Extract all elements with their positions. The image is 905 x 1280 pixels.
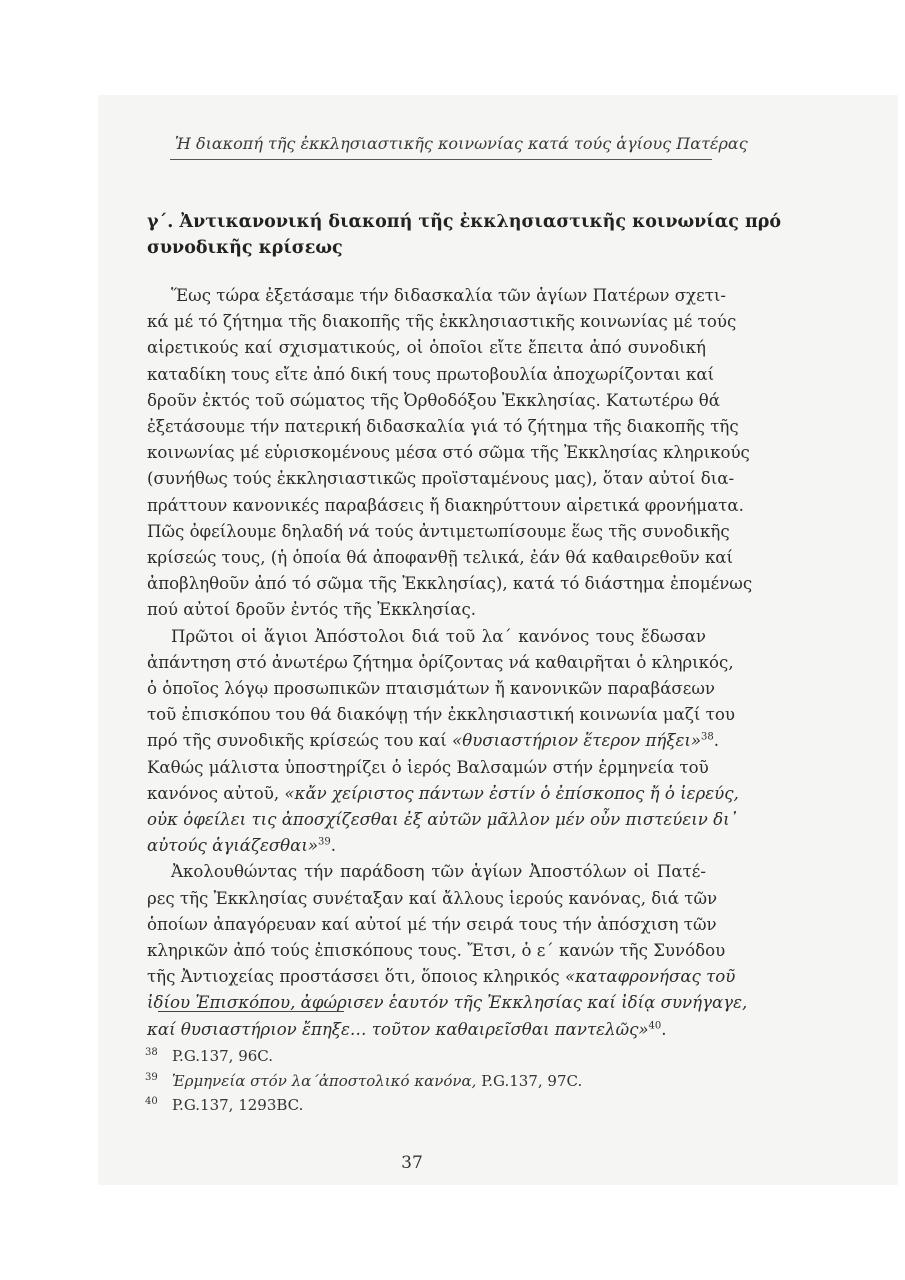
footnote-39 xyxy=(145,1069,685,1094)
section-title xyxy=(147,209,782,261)
running-head: Ἡ διακοπή τῆς ἐκκλησιαστικῆς κοινωνίας κατά τούς ἁγίους Πατέρας xyxy=(175,134,748,153)
p3-line xyxy=(147,990,748,1016)
p1-line: αἱρετικούς καί σχισματικούς, οἱ ὁποῖοι εἴτε ἔπειτα ἀπό συνοδική xyxy=(147,338,706,358)
quotation: καί θυσιαστήριον ἔπηξε… τοῦτον καθαιρεῖσθαι παντελῶς» xyxy=(147,1019,649,1039)
footnote-rule xyxy=(158,1011,344,1012)
body-text xyxy=(147,283,753,1043)
quotation: «θυσιαστήριον ἕτερον πήξει» xyxy=(452,731,702,751)
p1-line: καταδίκη τους εἴτε ἀπό δική τους πρωτοβουλία ἀποχωρίζονται καί xyxy=(147,364,715,384)
p1-line: κρίσεώς τους, (ἡ ὁποία θά ἀποφανθῇ τελικά, ἐάν θά καθαιρεθοῦν καί xyxy=(147,548,734,568)
p1-line: ἐξετάσουμε τήν πατερική διδασκαλία γιά τό ζήτημα τῆς διακοπῆς τῆς xyxy=(147,417,739,437)
p2-line xyxy=(147,728,720,754)
p3-line: κληρικῶν ἀπό τούς ἐπισκόπους τους. Ἔτσι, ὁ ε΄ κανών τῆς Συνόδου xyxy=(147,941,726,961)
p2-text: . xyxy=(330,836,337,856)
quotation: οὐκ ὀφείλει τις ἀποσχίζεσθαι ἐξ αὐτῶν μᾶλλον μέν οὖν πιστεύειν δι᾽ xyxy=(147,810,738,830)
p1-line: ἀποβληθοῦν ἀπό τό σῶμα τῆς Ἐκκλησίας), κατά τό διάστημα ἐπομένως xyxy=(147,574,753,594)
paragraph-3 xyxy=(147,859,748,1042)
quotation: αὐτούς ἁγιάζεσθαι» xyxy=(147,836,319,856)
p1-line: Ἕως τώρα ἐξετάσαμε τήν διδασκαλία τῶν ἁγίων Πατέρων σχετι- xyxy=(171,286,726,305)
p1-line: πράττουν κανονικές παραβάσεις ἤ διακηρύττουν αἱρετικά φρονήματα. xyxy=(147,495,744,515)
p3-line: ρες τῆς Ἐκκλησίας συνέταξαν καί ἄλλους ἱερούς κανόνας, διά τῶν xyxy=(147,888,718,908)
p1-line: κά μέ τό ζήτημα τῆς διακοπῆς τῆς ἐκκλησιαστικῆς κοινωνίας μέ τούς xyxy=(147,312,737,332)
p3-text: τῆς Ἀντιοχείας προστάσσει ὅτι, ὅποιος κληρικός xyxy=(147,967,565,987)
footnote-ref-40[interactable]: 40 xyxy=(648,1020,662,1032)
p2-text: πρό τῆς συνοδικῆς κρίσεώς του καί xyxy=(147,731,453,751)
p2-line xyxy=(147,807,738,833)
p3-text: . xyxy=(661,1019,667,1039)
paragraph-2 xyxy=(147,624,739,860)
footnote-text-italic: Ἑρμηνεία στόν λα΄ἀποστολικό κανόνα, xyxy=(172,1071,477,1090)
page-number: 37 xyxy=(401,1153,423,1173)
p3-line: Ἀκολουθώντας τήν παράδοση τῶν ἁγίων Ἀποστόλων οἱ Πατέ- xyxy=(171,862,706,882)
p1-line: κοινωνίας μέ εὑρισκομένους μέσα στό σῶμα τῆς Ἐκκλησίας κληρικούς xyxy=(147,443,750,463)
quotation: ἰδίου Ἐπισκόπου, ἀφώρισεν ἑαυτόν τῆς Ἐκκλησίας καί ἰδίᾳ συνήγαγε, xyxy=(147,993,748,1013)
p2-line: Πρῶτοι οἱ ἅγιοι Ἀπόστολοι διά τοῦ λα΄ κανόνος τους ἔδωσαν xyxy=(171,626,706,646)
section-title-line-2: συνοδικῆς κρίσεως xyxy=(147,238,343,258)
footnote-number: 40 xyxy=(145,1096,158,1107)
footnote-38 xyxy=(145,1044,685,1069)
quotation: «κἄν χείριστος πάντων ἐστίν ὁ ἐπίσκοπος ἤ ὁ ἱερεύς, xyxy=(284,783,739,803)
p2-text: κανόνος αὐτοῦ, xyxy=(147,783,285,803)
p2-line: Καθώς μάλιστα ὑποστηρίζει ὁ ἱερός Βαλσαμών στήν ἑρμηνεία τοῦ xyxy=(147,757,709,777)
p3-line xyxy=(147,1017,706,1043)
footnote-text: P.G.137, 1293BC. xyxy=(172,1096,304,1114)
footnote-number: 38 xyxy=(145,1047,158,1058)
p1-line: (συνήθως τούς ἐκκλησιαστικῶς προϊσταμένους μας), ὅταν αὐτοί δια- xyxy=(147,469,735,489)
footnote-text: P.G.137, 97C. xyxy=(476,1071,583,1090)
p1-line: πού αὐτοί δροῦν ἐντός τῆς Ἐκκλησίας. xyxy=(147,600,477,620)
p1-line: δροῦν ἐκτός τοῦ σώματος τῆς Ὀρθοδόξου Ἐκκλησίας. Κατωτέρω θά xyxy=(147,390,720,410)
footnote-ref-38[interactable]: 38 xyxy=(701,731,714,743)
paragraph-1 xyxy=(147,283,753,624)
footnote-number: 39 xyxy=(145,1071,158,1083)
p2-line xyxy=(147,833,706,859)
p2-text: . xyxy=(713,731,720,751)
p2-line: τοῦ ἐπισκόπου του θά διακόψῃ τήν ἐκκλησιαστική κοινωνία μαζί του xyxy=(147,705,735,725)
section-title-line-1: γ΄. Ἀντικανονική διακοπή τῆς ἐκκλησιαστικῆς κοινωνίας πρό xyxy=(147,212,782,232)
footnote-40 xyxy=(145,1093,685,1118)
header-rule xyxy=(170,159,712,160)
footnote-text: P.G.137, 96C. xyxy=(172,1047,274,1065)
p2-line: ἀπάντηση στό ἀνωτέρω ζήτημα ὁρίζοντας νά καθαιρῆται ὁ κληρικός, xyxy=(147,652,734,672)
footnotes xyxy=(145,1044,685,1118)
p3-line: ὁποίων ἀπαγόρευαν καί αὐτοί μέ τήν σειρά τους τήν ἀπόσχιση τῶν xyxy=(147,914,717,934)
p3-line xyxy=(147,964,736,990)
p2-line xyxy=(147,781,739,807)
quotation: «καταφρονήσας τοῦ xyxy=(564,967,736,987)
p2-line: ὁ ὁποῖος λόγῳ προσωπικῶν πταισμάτων ἤ κανονικῶν παραβάσεων xyxy=(147,679,715,699)
footnote-ref-39[interactable]: 39 xyxy=(318,836,331,848)
p1-line: Πῶς ὀφείλουμε δηλαδή νά τούς ἀντιμετωπίσουμε ἕως τῆς συνοδικῆς xyxy=(147,521,730,541)
